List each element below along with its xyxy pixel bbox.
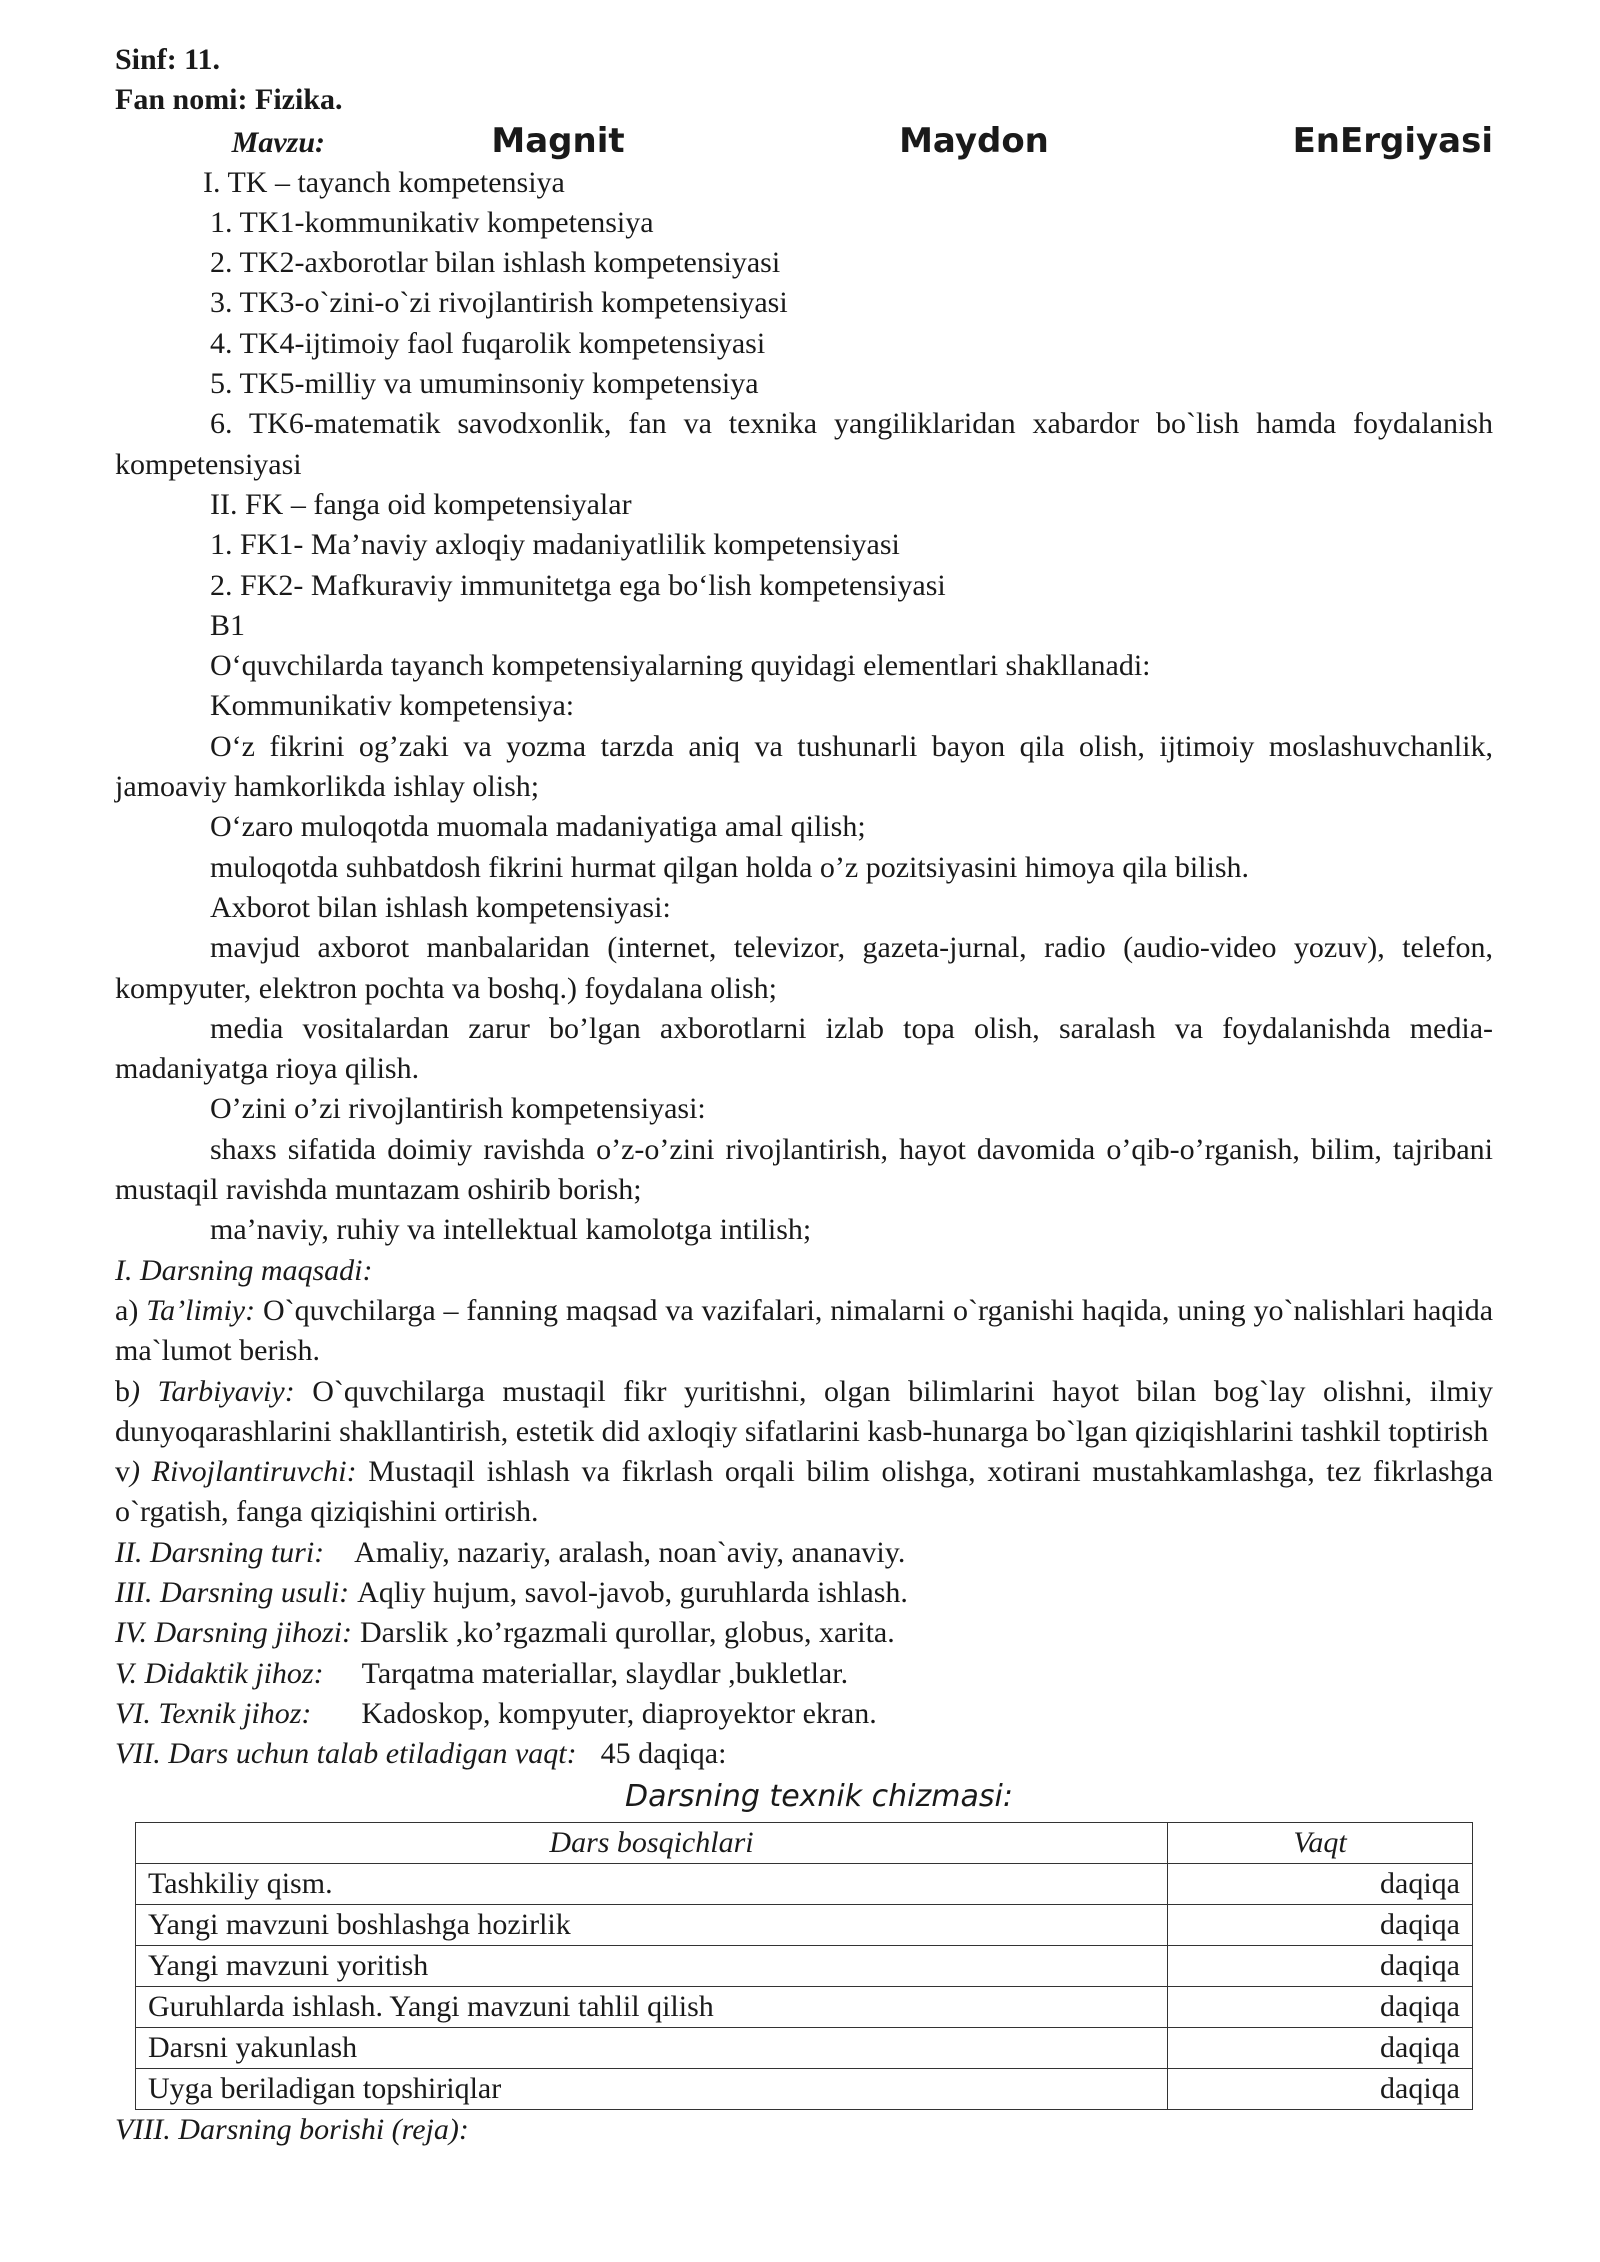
subject-line: Fan nomi: Fizika. [115, 83, 343, 117]
goal-v-prefix: v [115, 1455, 130, 1489]
class-line: Sinf: 11. [115, 43, 221, 76]
info-item: mavjud axborot manbalaridan (internet, televizor, gazeta-jurnal, radio (audio-video yozuv), telefon, kompyuter, elektron pochta va boshq.) foydalana olish; [115, 931, 1493, 1005]
tech-chart-title: Darsning texnik chizmasi: [625, 1779, 1013, 1815]
lesson-info-value: Kadoskop, kompyuter, diaproyektor ekran. [361, 1696, 877, 1730]
lesson-info-row [115, 1613, 1493, 1653]
tk-item: 5. TK5-milliy va umuminsoniy kompetensiya [210, 367, 759, 401]
comm-heading: Kommunikativ kompetensiya: [210, 689, 575, 723]
table-row [136, 1946, 1473, 1987]
lesson-info-label: VII. Dars uchun talab etiladigan vaqt: [115, 1737, 577, 1771]
time-cell: daqiqa [1168, 1864, 1473, 1905]
time-cell: daqiqa [1168, 2028, 1473, 2069]
self-item: shaxs sifatida doimiy ravishda o’z-o’zini rivojlantirish, hayot davomida o’qib-o’rganish, bilim, tajribani mustaqil ravishda muntazam oshirib borish; [115, 1132, 1493, 1207]
goal-a-prefix: a) [115, 1293, 147, 1327]
lesson-info-row [115, 1654, 1493, 1694]
lesson-info-label: IV. Darsning jihozi: [115, 1616, 352, 1650]
goals-heading: I. Darsning maqsadi: [115, 1253, 373, 1287]
goal-b [115, 1372, 1493, 1453]
stage-cell: Yangi mavzuni yoritish [136, 1946, 1168, 1987]
comm-item: muloqotda suhbatdosh fikrini hurmat qilgan holda o’z pozitsiyasini himoya qila bilish. [210, 850, 1250, 884]
lesson-info-row [115, 1573, 1493, 1613]
goal-a [115, 1291, 1493, 1372]
tech-chart-table [135, 1822, 1473, 2110]
info-heading: Axborot bilan ishlash kompetensiyasi: [210, 890, 671, 924]
lesson-info-label: V. Didaktik jihoz: [115, 1656, 324, 1690]
topic-word-3: EnErgiyasi [1292, 120, 1493, 161]
goal-a-label: Ta’limiy: [146, 1293, 256, 1327]
col-stage-header: Dars bosqichlari [136, 1823, 1168, 1864]
table-row [136, 1864, 1473, 1905]
topic-label: Mavzu: [231, 125, 325, 159]
time-cell: daqiqa [1168, 2069, 1473, 2110]
tk-item: 6. TK6-matematik savodxonlik, fan va texnika yangiliklaridan xabardor bo`lish hamda foydalanish kompetensiyasi [115, 407, 1493, 481]
lesson-info-value: Aqliy hujum, savol-javob, guruhlarda ishlash. [357, 1575, 908, 1609]
stage-cell: Darsni yakunlash [136, 2028, 1168, 2069]
tk-item: 3. TK3-o`zini-o`zi rivojlantirish kompetensiyasi [210, 286, 788, 320]
stage-cell: Guruhlarda ishlash. Yangi mavzuni tahlil qilish [136, 1987, 1168, 2028]
fk-item: 2. FK2- Mafkuraviy immunitetga ega bo‘lish kompetensiyasi [210, 568, 946, 602]
table-row [136, 1905, 1473, 1946]
elements-intro: O‘quvchilarda tayanch kompetensiyalarning quyidagi elementlari shakllanadi: [210, 649, 1151, 683]
tk-item: 4. TK4-ijtimoiy faol fuqarolik kompetensiyasi [210, 326, 766, 360]
lesson-info-value: Amaliy, nazariy, aralash, noan`aviy, ananaviy. [354, 1535, 906, 1569]
comm-item: O‘zaro muloqotda muomala madaniyatiga amal qilish; [210, 810, 866, 844]
stage-cell: Tashkiliy qism. [136, 1864, 1168, 1905]
goal-a-text: O`quvchilarga – fanning maqsad va vazifalari, nimalarni o`rganishi haqida, uning yo`nalishlari haqida ma`lumot berish. [115, 1293, 1494, 1368]
info-item: media vositalardan zarur bo’lgan axborotlarni izlab topa olish, saralash va foydalanishda media-madaniyatga rioya qilish. [115, 1011, 1493, 1086]
table-row [136, 2069, 1473, 2110]
fk-heading: II. FK – fanga oid kompetensiyalar [210, 487, 632, 521]
goal-v-text: Mustaqil ishlash va fikrlash orqali bilim olishga, xotirani mustahkamlashga, tez fikrlashga o`rgatish, fanga qiziqishini ortirish. [115, 1455, 1494, 1529]
plan-heading: VIII. Darsning borishi (reja): [115, 2113, 469, 2147]
goal-v-label: ) Rivojlantiruvchi: [130, 1455, 357, 1489]
goal-b-label: ) Tarbiyaviy: [130, 1374, 295, 1408]
self-item: ma’naviy, ruhiy va intellektual kamolotga intilish; [210, 1213, 812, 1247]
tk-item: 2. TK2-axborotlar bilan ishlash kompetensiyasi [210, 246, 781, 280]
tk-item: 1. TK1-kommunikativ kompetensiya [210, 205, 654, 239]
document-page [115, 40, 1493, 2151]
topic-row [115, 121, 1493, 163]
col-time-header: Vaqt [1168, 1823, 1473, 1864]
table-row [136, 1987, 1473, 2028]
time-cell: daqiqa [1168, 1987, 1473, 2028]
stage-cell: Uyga beriladigan topshiriqlar [136, 2069, 1168, 2110]
time-cell: daqiqa [1168, 1946, 1473, 1987]
time-cell: daqiqa [1168, 1905, 1473, 1946]
table-row [136, 2028, 1473, 2069]
lesson-info-value: Tarqatma materiallar, slaydlar ,bukletlar. [361, 1656, 849, 1690]
lesson-info-row [115, 1734, 1493, 1774]
lesson-info-value: 45 daqiqa: [600, 1737, 727, 1771]
table-header-row [136, 1823, 1473, 1864]
b1-label: B1 [210, 608, 246, 642]
topic-word-2: Maydon [899, 120, 1049, 161]
stage-cell: Yangi mavzuni boshlashga hozirlik [136, 1905, 1168, 1946]
lesson-info-label: II. Darsning turi: [115, 1535, 325, 1569]
tk-heading: I. TK – tayanch kompetensiya [203, 165, 565, 199]
lesson-info-label: VI. Texnik jihoz: [115, 1696, 312, 1730]
goal-v [115, 1452, 1493, 1533]
lesson-info-row [115, 1533, 1493, 1573]
self-heading: O’zini o’zi rivojlantirish kompetensiyasi: [210, 1092, 706, 1126]
goal-b-text: O`quvchilarga mustaqil fikr yuritishni, olgan bilimlarini hayot bilan bog`lay olishni, ilmiy dunyoqarashlarini shakllantirish, estetik did axloqiy sifatlarini kasb-hunarga bo`lgan qiziqishlarini tashkil toptirish [115, 1374, 1494, 1448]
lesson-info-value: Darslik ,ko’rgazmali qurollar, globus, xarita. [359, 1616, 895, 1650]
topic-word-1: Magnit [491, 120, 625, 161]
fk-item: 1. FK1- Ma’naviy axloqiy madaniyatlilik kompetensiyasi [210, 528, 900, 562]
comm-item: O‘z fikrini og’zaki va yozma tarzda aniq va tushunarli bayon qila olish, ijtimoiy moslashuvchanlik, jamoaviy hamkorlikda ishlay olish; [115, 729, 1493, 804]
lesson-info-label: III. Darsning usuli: [115, 1575, 350, 1609]
lesson-info-row [115, 1694, 1493, 1734]
goal-b-prefix: b [115, 1374, 130, 1408]
